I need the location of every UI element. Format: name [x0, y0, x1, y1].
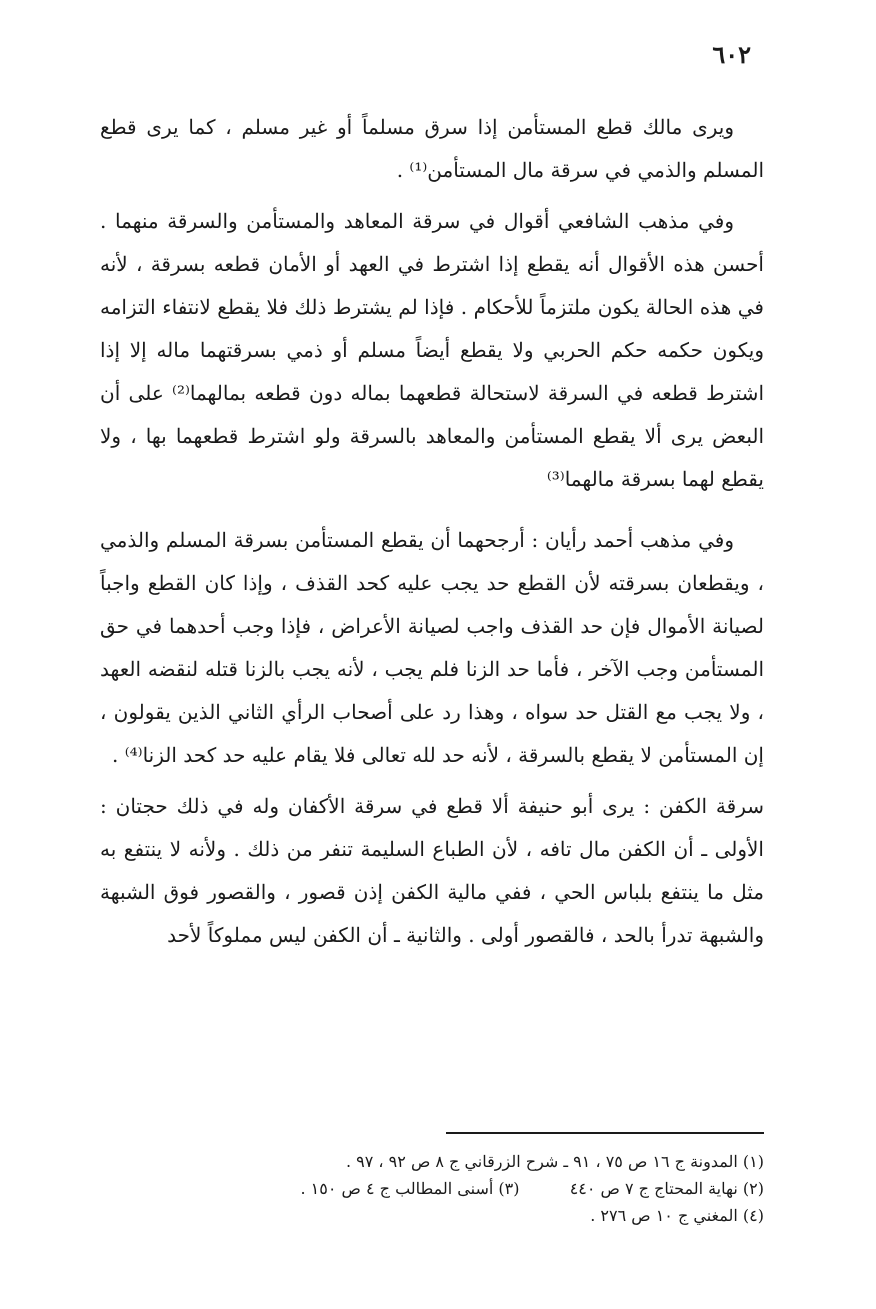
- footnote-divider: [446, 1132, 764, 1134]
- paragraph-shafii: وفي مذهب الشافعي أقوال في سرقة المعاهد والمستأمن والسرقة منهما . أحسن هذه الأقوال أنه يقطع إذا اشترط في العهد أو الأمان قطعه بسرقة ، لأنه في هذه الحالة يكون ملتزماً للأحكام . فإذا لم يشترط ذلك فلا يقطع لانتفاء التزامه ويكون حكمه حكم الحربي ولا يقطع أيضاً مسلم أو ذمي بسرقتهما ماله إلا إذا اشترط قطعه في السرقة لاستحالة قطعهما بماله دون قطعه بمالهما⁽²⁾ على أن البعض يرى ألا يقطع المستأمن والمعاهد بالسرقة ولو اشترط قطعهما بها ، ولا يقطع لهما بسرقة مالهما⁽³⁾: [100, 209, 764, 491]
- paragraph-shroud-theft: سرقة الكفن : يرى أبو حنيفة ألا قطع في سرقة الأكفان وله في ذلك حجتان : الأولى ـ أن الكفن مال تافه ، لأن الطباع السليمة تنفر من ذلك . ولأنه لا ينتفع به مثل ما ينتفع بلباس الحي ، ففي مالية الكفن إذن قصور ، والقصور فوق الشبهة والشبهة تدرأ بالحد ، فالقصور أولى . والثانية ـ أن الكفن ليس مملوكاً لأحد: [100, 794, 764, 947]
- footnote-2: (٢) نهاية المحتاج ج ٧ ص ٤٤٠: [569, 1179, 764, 1198]
- paragraph-maliki: ويرى مالك قطع المستأمن إذا سرق مسلماً أو غير مسلم ، كما يرى قطع المسلم والذمي في سرقة مال المستأمن⁽¹⁾ .: [100, 115, 764, 182]
- footnote-row-2-3: [100, 1175, 764, 1202]
- body-text: [100, 106, 764, 965]
- footnote-1: (١) المدونة ج ١٦ ص ٧٥ ، ٩١ ـ شرح الزرقاني ج ٨ ص ٩٢ ، ٩٧ .: [345, 1152, 764, 1171]
- footnote-3: (٣) أسنى المطالب ج ٤ ص ١٥٠ .: [300, 1179, 520, 1198]
- footnotes: [100, 1148, 764, 1229]
- paragraph-hanbali: وفي مذهب أحمد رأيان : أرجحهما أن يقطع المستأمن بسرقة المسلم والذمي ، ويقطعان بسرقته لأن القطع حد يجب عليه كحد القذف ، وإذا كان القطع واجباً لصيانة الأموال فإن حد القذف واجب لصيانة الأعراض ، فإذا وجب أحدهما في حق المستأمن وجب الآخر ، فأما حد الزنا فلم يجب ، لأنه يجب بالزنا قتله لنقضه العهد ، ولا يجب مع القتل حد سواه ، وهذا رد على أصحاب الرأي الثاني الذين يقولون ، إن المستأمن لا يقطع بالسرقة ، لأنه حد لله تعالى فلا يقام عليه حد كحد الزنا⁽⁴⁾ .: [100, 528, 764, 767]
- footnote-4: (٤) المغني ج ١٠ ص ٢٧٦ .: [590, 1206, 764, 1225]
- page-number: ٦٠٢: [712, 40, 751, 69]
